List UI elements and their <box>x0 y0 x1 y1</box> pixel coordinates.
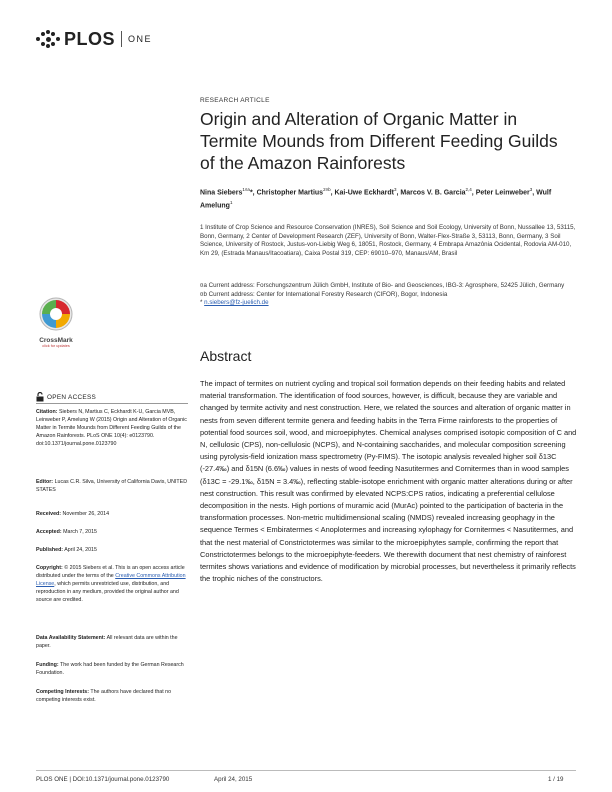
accepted-label: Accepted: <box>36 529 62 535</box>
corresponding-email-link[interactable]: n.siebers@fz-juelich.de <box>204 299 269 307</box>
plos-logo-icon <box>36 30 62 48</box>
data-availability-block <box>36 635 190 651</box>
received-date: November 26, 2014 <box>62 511 110 517</box>
author-name[interactable]: Nina Siebers <box>200 189 243 197</box>
footer-rule <box>36 770 576 771</box>
published-label: Published: <box>36 547 64 553</box>
author-name[interactable]: Peter Leinweber <box>475 189 530 197</box>
author-list: Nina Siebers$^{1¤a}$*, Christopher Martius$^{2¤b}$, Kai-Uwe Eckhardt$^3$, Marcos V. B. Garcia$^{2,4}$, Peter Leinweber$^3$, Wulf Amelung$^1$ <box>200 187 552 210</box>
article-title: Origin and Alteration of Organic Matter in Termite Mounds from Different Feeding Guilds of the Amazon Rainforests <box>200 109 558 173</box>
logo-divider <box>121 31 122 47</box>
citation-block <box>36 409 190 449</box>
article-type: RESEARCH ARTICLE <box>200 97 270 104</box>
author-affil-sup: 3 <box>394 187 397 192</box>
author-affil-sup: 2,4 <box>465 187 472 192</box>
sidebar-divider <box>36 403 188 404</box>
citation-text: Siebers N, Martius C, Eckhardt K-U, Garcia MVB, Leinweber P, Amelung W (2015) Origin and Alteration of Organic Matter in Termite Mounds from Different Feeding Guilds of the Amazon Rainforests. PLoS ONE 10(4): e0123790. doi:10.1371/journal.pone.0123790 <box>36 409 187 447</box>
crossmark-icon <box>36 296 76 332</box>
current-addresses <box>200 282 580 308</box>
funding-text: The work had been funded by the German Research Foundation. <box>36 662 184 676</box>
current-address-b: ¤b Current address: Center for International Forestry Research (CIFOR), Bogor, Indonesia <box>200 290 448 298</box>
author-affil-sup: 1¤a <box>242 187 250 192</box>
author-affil-sup: 3 <box>529 187 533 192</box>
author-name[interactable]: Wulf Amelung <box>200 189 552 210</box>
footer-date: April 24, 2015 <box>214 776 253 783</box>
accepted-date: March 7, 2015 <box>63 529 97 535</box>
editor-label: Editor: <box>36 479 54 485</box>
author-name[interactable]: Kai-Uwe Eckhardt <box>334 189 395 197</box>
competing-interests-text: The authors have declared that no competing interests exist. <box>36 689 172 703</box>
accepted-block <box>36 529 190 537</box>
received-label: Received: <box>36 511 62 517</box>
competing-interests-label: Competing Interests: <box>36 689 89 695</box>
journal-name: ONE <box>128 34 153 44</box>
citation-label: Citation: <box>36 409 58 415</box>
abstract-heading: Abstract <box>200 348 252 364</box>
funding-label: Funding: <box>36 662 59 668</box>
footer-page-number: 1 / 19 <box>548 776 564 783</box>
open-lock-icon <box>36 392 44 402</box>
crossmark-badge[interactable] <box>36 296 76 348</box>
corresponding-mark: * <box>249 189 253 197</box>
abstract-text: The impact of termites on nutrient cycling and tropical soil formation depends on their feeding habits and related material transformation. The identification of food sources, however, is difficult, because they are variable and changed by termite activity and nest construction. Here, we related the sources and alteration of organic matter in nests from seven different termite genera and feeding habits in the Terra Firme rainforests to the properties of potential food sources soil, wood, and microepiphytes. Chemical analyses comprised isotopic composition of C and N, cellulosic (CPS), non-cellulosic (NCPS), and N-containing saccharides, and molecular composition screening using pyrolysis-field ionization mass spectrometry (Py-FIMS). The isotopic analysis revealed higher soil δ13C (-27.4‰) and δ15N (6.6‰) values in nests of wood feeding Nasutitermes and Cornitermes than in wood samples (δ13C = -29.1‰, δ15N = 3.4‰), reflecting stable-isotope enrichment with organic matter alterations during or after nest construction. This result was confirmed by elevated NCPS:CPS ratios, indicating a preferential cellulose decomposition in the nests. High portions of muramic acid (MurAc) pointed to the participation of bacteria in the transformation processes. Non-metric multidimensional scaling (NMDS) revealed increasing geophagy in the sequence Termes < Embiratermes < Anoplotermes and increasing xylophagy for Cornitermes < Nasutitermes, and that the nest material of Constrictotermes was similar to the microepiphytes sample, confirming the report that Constrictotermes belongs to the microepiphyte-feeders. We therewith document that nest chemistry of rainforest termites shows variations and evidence of modification by microbial processes, but nevertheless it primarily reflects the trophic niches of the constructors. <box>200 379 577 584</box>
license-link[interactable]: Creative Commons Attribution License <box>36 572 186 587</box>
author-affil-sup: 1 <box>229 200 233 206</box>
copyright-text-a: © 2015 Siebers et al. This is an open access article distributed under the terms of the <box>36 565 185 579</box>
crossmark-label: CrossMark <box>39 337 73 344</box>
data-availability-text: All relevant data are within the paper. <box>36 635 178 649</box>
published-date: April 24, 2015 <box>64 547 97 553</box>
current-address-a: ¤a Current address: Forschungszentrum Jülich GmbH, Institute of Bio- and Geosciences, IBG-3: Agrosphere, 52425 Jülich, Germany <box>200 282 565 289</box>
competing-interests-block <box>36 689 190 705</box>
copyright-block <box>36 565 190 605</box>
published-block <box>36 547 190 555</box>
corresponding-email-row <box>200 299 580 308</box>
author-name[interactable]: Christopher Martius <box>256 189 324 197</box>
email-marker: * <box>200 299 203 307</box>
plos-logo[interactable] <box>36 28 152 50</box>
affiliations: 1 Institute of Crop Science and Resource Conservation (INRES), Soil Science and Soil Ecology, University of Bonn, Nussallee 13, 53115, Bonn, Germany, 2 Center of Development Research (ZEF), University of Bonn, Walter-Flex-Straße 3, 53113, Bonn, Germany, 3 Soil Science, University of Rostock, Justus-von-Liebig Weg 6, 18051, Rostock, Germany, 4 Embrapa Amazônia Ocidental, Rodovia AM-010, Km 29, (Estrada Manaus/Itacoatiara), Caixa Postal 319, CEP: 69010–970, Manaus/AM, Brasil <box>200 224 576 257</box>
author-affil-sup: 2¤b <box>323 187 331 192</box>
footer-doi: PLOS ONE | DOI:10.1371/journal.pone.0123790 <box>36 776 170 783</box>
open-access-label: OPEN ACCESS <box>47 393 97 401</box>
editor-text: Lucas C.R. Silva, University of California Davis, UNITED STATES <box>36 479 188 493</box>
crossmark-sub: click for updates <box>42 344 70 348</box>
copyright-label: Copyright: <box>36 565 63 571</box>
copyright-text-b: , which permits unrestricted use, distribution, and reproduction in any medium, provided the original author and source are credited. <box>36 580 179 603</box>
received-block <box>36 511 190 519</box>
author-name[interactable]: Marcos V. B. Garcia <box>400 189 466 197</box>
brand-name: PLOS <box>64 28 116 49</box>
editor-block <box>36 479 190 495</box>
funding-block <box>36 662 190 678</box>
data-availability-label: Data Availability Statement: <box>36 635 106 641</box>
open-access-badge <box>36 392 96 402</box>
